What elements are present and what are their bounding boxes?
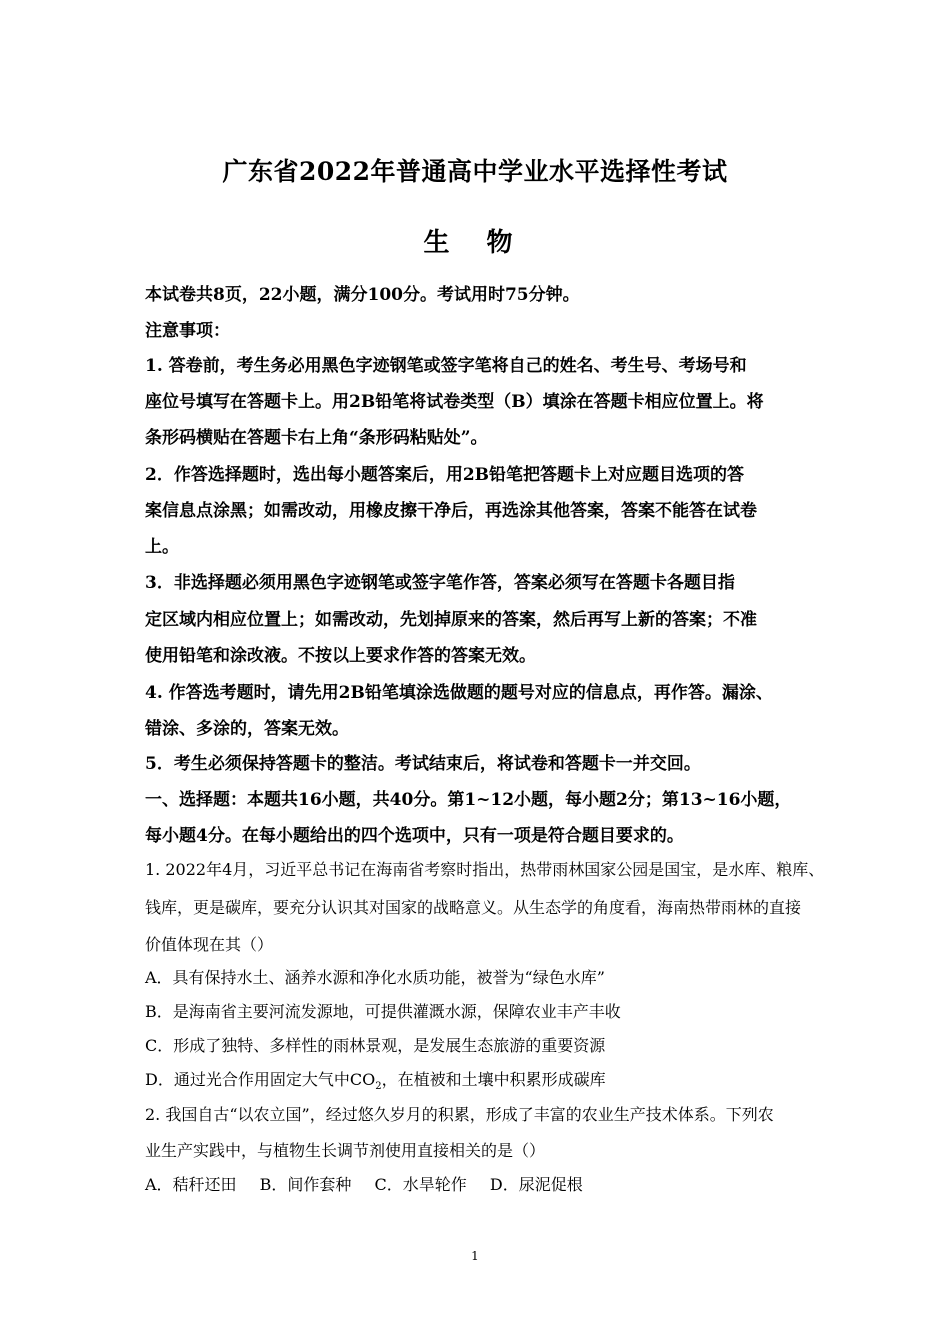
section-1-heading-line: 一、选择题：本题共16小题，共40分。第1~12小题，每小题2分；第13~16小题， [145,790,792,810]
question-1-option-b: B．是海南省主要河流发源地，可提供灌溉水源，保障农业丰产丰收 [145,1002,621,1021]
notice-item-3-line: 3．非选择题必须用黑色字迹钢笔或签字笔作答，答案必须写在答题卡各题目指 [145,573,735,593]
question-1-option-a: A．具有保持水土、涵养水源和净化水质功能，被誉为“绿色水库” [145,968,605,987]
notice-item-4-line: 4. 作答选考题时，请先用2B铅笔填涂选做题的题号对应的信息点，再作答。漏涂、 [145,683,773,703]
question-2-option-d: D．尿泥促根 [489,1175,583,1194]
question-1-stem-line: 价值体现在其（） [145,935,274,954]
notice-item-1-line: 1. 答卷前，考生务必用黑色字迹钢笔或签字笔将自己的姓名、考生号、考场号和 [145,356,747,376]
subject-title: 生 物 [423,228,527,258]
notice-item-1-line: 条形码横贴在答题卡右上角“条形码粘贴处”。 [145,428,488,448]
question-1-stem-line: 钱库，更是碳库，要充分认识其对国家的战略意义。从生态学的角度看，海南热带雨林的直接 [145,898,802,917]
option-d-subscript: 2 [375,1081,382,1093]
notice-heading: 注意事项： [145,321,230,341]
notice-item-4-line: 错涂、多涂的，答案无效。 [145,719,349,739]
section-1-heading-line: 每小题4分。在每小题给出的四个选项中，只有一项是符合题目要求的。 [145,826,684,846]
option-d-prefix: D．通过光合作用固定大气中CO [145,1070,376,1089]
question-2-stem-line: 业生产实践中，与植物生长调节剂使用直接相关的是（） [145,1141,546,1160]
question-1-option-c: C．形成了独特、多样性的雨林景观，是发展生态旅游的重要资源 [145,1036,606,1055]
notice-item-3-line: 定区域内相应位置上；如需改动，先划掉原来的答案，然后再写上新的答案；不准 [145,610,757,630]
question-2-option-a: A．秸秆还田 [145,1175,237,1194]
notice-item-2-line: 2．作答选择题时，选出每小题答案后，用2B铅笔把答题卡上对应题目选项的答 [145,465,745,485]
notice-item-2-line: 上。 [145,537,179,557]
question-2-options [145,1172,601,1195]
question-2-option-b: B．间作套种 [259,1175,352,1194]
question-1-option-d [145,1067,825,1092]
question-2-option-c: C．水旱轮作 [374,1175,467,1194]
question-1-stem-line: 1. 2022年4月，习近平总书记在海南省考察时指出，热带雨林国家公园是国宝，是水库、粮库、 [145,860,825,879]
page-number: 1 [471,1249,479,1263]
question-2-stem-line: 2. 我国自古“以农立国”，经过悠久岁月的积累，形成了丰富的农业生产技术体系。下列农 [145,1105,774,1124]
notice-item-2-line: 案信息点涂黑；如需改动，用橡皮擦干净后，再选涂其他答案，答案不能答在试卷 [145,501,757,521]
notice-item-3-line: 使用铅笔和涂改液。不按以上要求作答的答案无效。 [145,646,536,666]
notice-item-5: 5．考生必须保持答题卡的整洁。考试结束后，将试卷和答题卡一并交回。 [145,754,701,774]
exam-title: 广东省2022年普通高中学业水平选择性考试 [222,157,728,186]
notice-item-1-line: 座位号填写在答题卡上。用2B铅笔将试卷类型（B）填涂在答题卡相应位置上。将 [145,392,764,412]
option-d-suffix: ，在植被和土壤中积累形成碳库 [381,1070,606,1089]
exam-summary: 本试卷共8页，22小题，满分100分。考试用时75分钟。 [145,285,580,305]
